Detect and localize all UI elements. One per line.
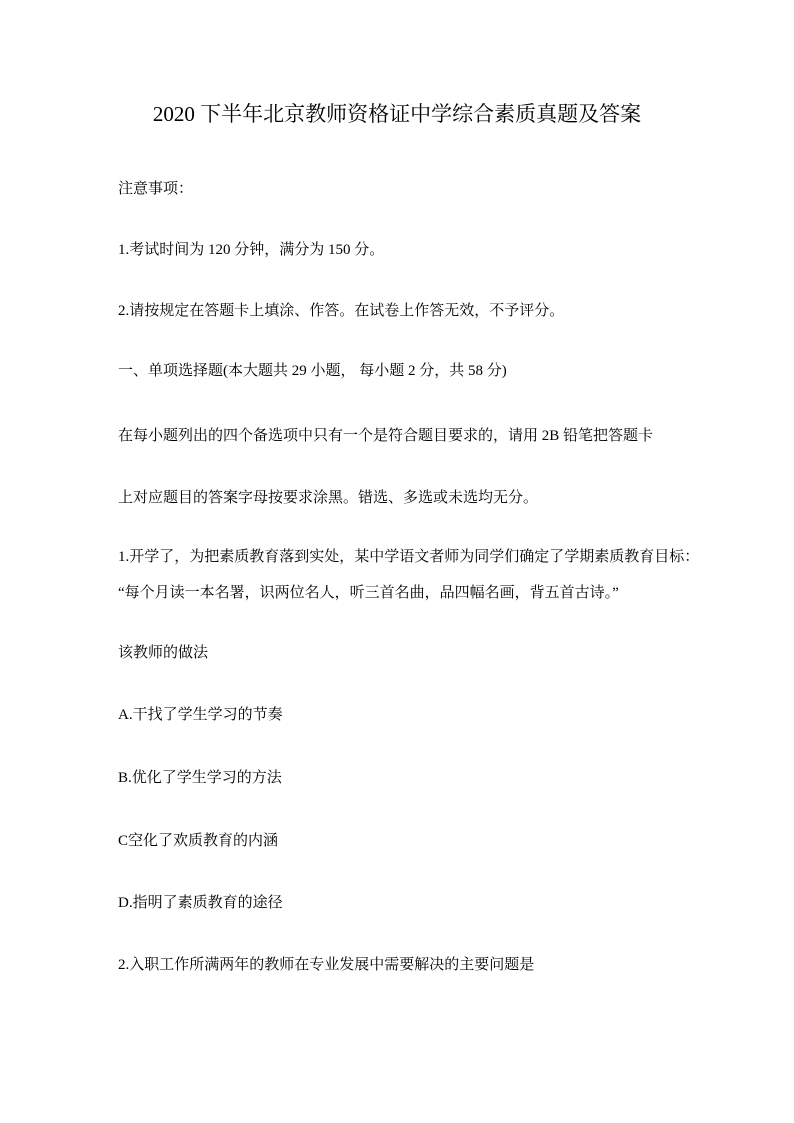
notice-heading: 注意事项： bbox=[118, 181, 194, 197]
question-1-option-c: C空化了欢质教育的内涵 bbox=[118, 833, 279, 849]
question-1-option-d: D.指明了素质教育的途径 bbox=[118, 895, 283, 911]
question-1-option-b: B.优化了学生学习的方法 bbox=[118, 770, 282, 786]
section-1-heading: 一、单项选择题(本大题共 29 小题， 每小题 2 分，共 58 分) bbox=[118, 363, 507, 379]
question-2-stem: 2.入职工作所满两年的教师在专业发展中需要解决的主要问题是 bbox=[118, 957, 535, 973]
question-1-stem-line-1: 1.开学了，为把素质教育落到实处，某中学语文者师为同学们确定了学期素质教育目标： bbox=[118, 549, 700, 565]
section-1-instructions-line-1: 在每小题列出的四个备选项中只有一个是符合题目要求的，请用 2B 铅笔把答题卡 bbox=[118, 428, 654, 444]
section-1-instructions-line-2: 上对应题目的答案字母按要求涂黑。错选、多选或未选均无分。 bbox=[118, 490, 539, 506]
notice-item-2: 2.请按规定在答题卡上填涂、作答。在试卷上作答无效，不予评分。 bbox=[118, 303, 565, 319]
notice-item-1: 1.考试时间为 120 分钟，满分为 150 分。 bbox=[118, 242, 385, 258]
question-1-stem-quote: “每个月读一本名署，识两位名人，听三首名曲，品四幅名画，背五首古诗。” bbox=[118, 585, 619, 601]
question-1-option-a: A.干找了学生学习的节奏 bbox=[118, 707, 283, 723]
page-title: 2020 下半年北京教师资格证中学综合素质真题及答案 bbox=[152, 102, 642, 126]
question-1-stem-tail: 该教师的做法 bbox=[118, 645, 209, 661]
